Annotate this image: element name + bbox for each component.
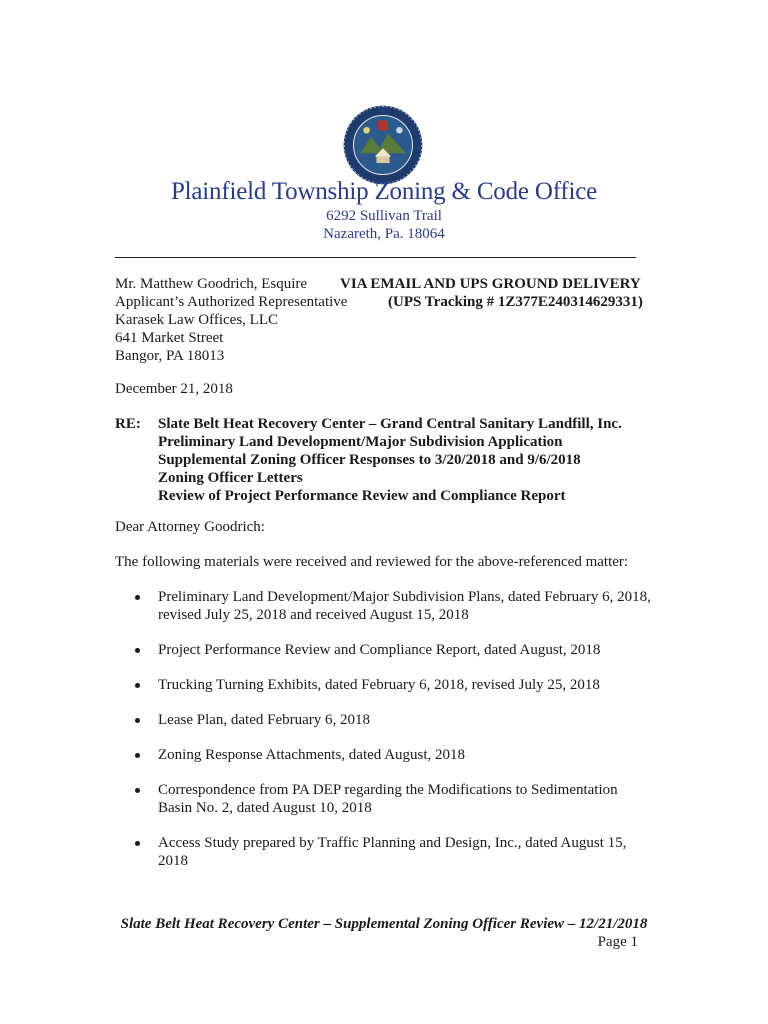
material-item-line: Lease Plan, dated February 6, 2018: [158, 712, 371, 728]
letter-date: December 21, 2018: [115, 381, 233, 397]
delivery-method: VIA EMAIL AND UPS GROUND DELIVERY: [340, 276, 641, 292]
re-line: Supplemental Zoning Officer Responses to 3/20/2018 and 9/6/2018: [158, 452, 581, 468]
office-address-line-1: 6292 Sullivan Trail: [326, 208, 442, 224]
bullet-icon: [135, 753, 140, 758]
re-subject: [158, 415, 622, 505]
recipient-line: Bangor, PA 18013: [115, 348, 225, 364]
letterhead-divider: [115, 257, 636, 258]
bullet-icon: [135, 788, 140, 793]
office-address-line-2: Nazareth, Pa. 18064: [323, 226, 445, 242]
material-item-line: Access Study prepared by Traffic Planning and Design, Inc., dated August 15,: [158, 835, 627, 851]
material-item-line: 2018: [158, 853, 188, 869]
materials-list: [115, 588, 651, 887]
office-title: Plainfield Township Zoning & Code Office: [170, 178, 598, 205]
re-line: Zoning Officer Letters: [158, 470, 303, 486]
material-item: [115, 676, 645, 694]
recipient-line: Applicant’s Authorized Representative: [115, 294, 348, 310]
intro-paragraph: The following materials were received and reviewed for the above-referenced matter:: [115, 554, 629, 570]
page-number: Page 1: [597, 934, 638, 950]
material-item: [115, 834, 645, 870]
material-item: [115, 641, 645, 659]
bullet-icon: [135, 648, 140, 653]
recipient-line: Karasek Law Offices, LLC: [115, 312, 278, 328]
recipient-line: 641 Market Street: [115, 330, 224, 346]
re-line: Slate Belt Heat Recovery Center – Grand Central Sanitary Landfill, Inc.: [158, 416, 622, 432]
material-item-line: Trucking Turning Exhibits, dated February 6, 2018, revised July 25, 2018: [158, 677, 600, 693]
material-item-line: Zoning Response Attachments, dated August, 2018: [158, 747, 466, 763]
bullet-icon: [135, 683, 140, 688]
township-seal-icon: [342, 104, 424, 186]
material-item-line: Project Performance Review and Compliance Report, dated August, 2018: [158, 642, 601, 658]
recipient-block: [115, 275, 347, 365]
bullet-icon: [135, 841, 140, 846]
salutation: Dear Attorney Goodrich:: [115, 519, 265, 535]
material-item: [115, 711, 645, 729]
re-line: Review of Project Performance Review and Compliance Report: [158, 488, 566, 504]
material-item: [115, 588, 651, 624]
re-line: Preliminary Land Development/Major Subdivision Application: [158, 434, 563, 450]
recipient-line: Mr. Matthew Goodrich, Esquire: [115, 276, 308, 292]
bullet-icon: [135, 595, 140, 600]
tracking-number: (UPS Tracking # 1Z377E240314629331): [388, 294, 643, 310]
material-item-line: revised July 25, 2018 and received August 15, 2018: [158, 607, 469, 623]
bullet-icon: [135, 718, 140, 723]
material-item-line: Preliminary Land Development/Major Subdivision Plans, dated February 6, 2018,: [158, 589, 651, 605]
material-item-line: Basin No. 2, dated August 10, 2018: [158, 800, 372, 816]
material-item: [115, 781, 645, 817]
material-item: [115, 746, 645, 764]
footer-title: Slate Belt Heat Recovery Center – Supplemental Zoning Officer Review – 12/21/2018: [120, 916, 648, 932]
material-item-line: Correspondence from PA DEP regarding the Modifications to Sedimentation: [158, 782, 618, 798]
re-label: RE:: [115, 416, 141, 432]
